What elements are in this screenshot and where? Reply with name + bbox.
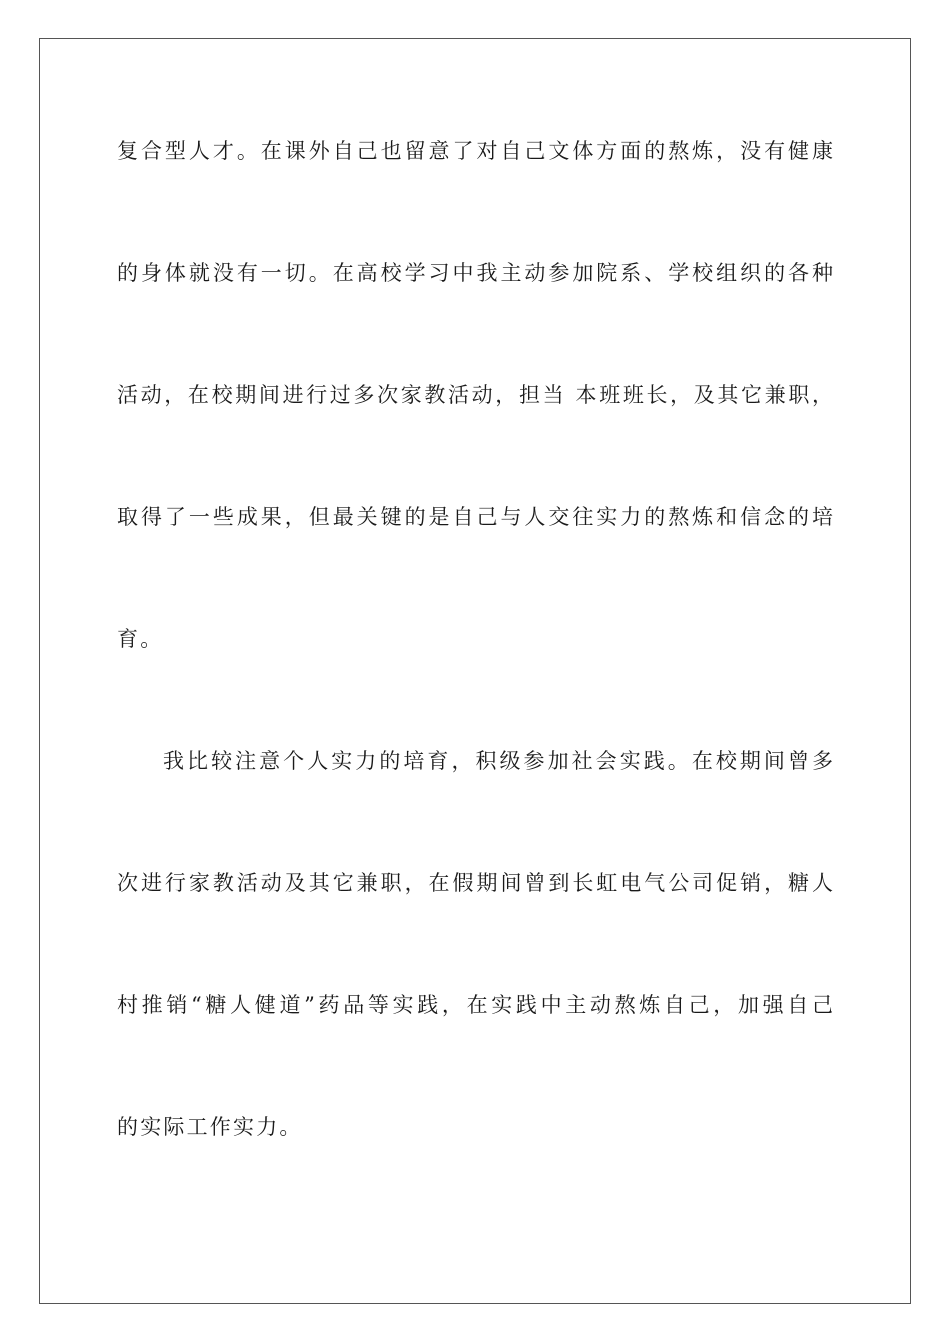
paragraph-1-line-1: 复合型人才。在课外自己也留意了对自己文体方面的熬炼，没有健康	[117, 139, 833, 163]
paragraph-1-line-3: 活动，在校期间进行过多次家教活动，担当 本班班长，及其它兼职，	[117, 383, 833, 407]
paragraph-2-line-3: 村推销“糖人健道”药品等实践，在实践中主动熬炼自己，加强自己	[117, 993, 833, 1017]
paragraph-1-line-4: 取得了一些成果，但最关键的是自己与人交往实力的熬炼和信念的培	[117, 505, 833, 529]
paragraph-1-line-2: 的身体就没有一切。在高校学习中我主动参加院系、学校组织的各种	[117, 261, 833, 285]
paragraph-2-line-4: 的实际工作实力。	[117, 1115, 303, 1139]
paragraph-2-line-2: 次进行家教活动及其它兼职，在假期间曾到长虹电气公司促销，糖人	[117, 871, 833, 895]
paragraph-2-line-1: 我比较注意个人实力的培育，积级参加社会实践。在校期间曾多	[163, 749, 833, 773]
paragraph-1-line-5: 育。	[117, 627, 164, 651]
